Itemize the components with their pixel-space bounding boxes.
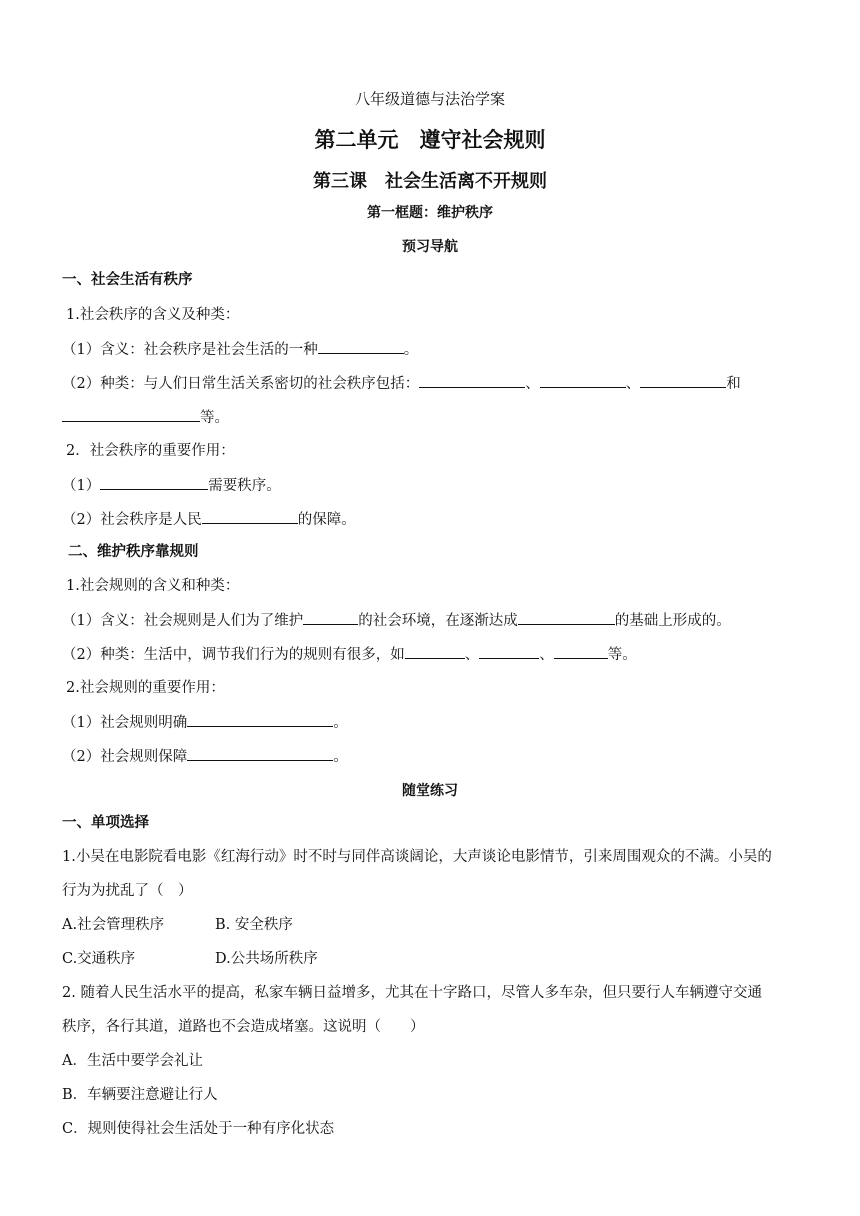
answer-blank[interactable] xyxy=(187,746,333,761)
fill-line-rules-meaning: （1）含义：社会规则是人们为了维护 的社会环境，在逐渐达成 的基础上形成的。 xyxy=(62,610,731,631)
answer-blank[interactable] xyxy=(554,644,608,659)
question-rules-meaning: 1.社会规则的含义和种类： xyxy=(66,578,240,594)
fill-line-order-types-cont: 等。 xyxy=(62,407,229,428)
answer-blank[interactable] xyxy=(540,373,626,388)
section-heading-social-order: 一、社会生活有秩序 xyxy=(62,272,193,288)
question-order-meaning: 1.社会秩序的含义及种类： xyxy=(66,307,240,323)
answer-blank[interactable] xyxy=(479,644,539,659)
option-1a[interactable]: A.社会管理秩序 xyxy=(62,917,165,933)
question-2-text: 2. 随着人民生活水平的提高，私家车辆日益增多，尤其在十字路口，尽管人多车杂，但只要行人车辆遵守交通 xyxy=(62,985,762,1001)
answer-blank[interactable] xyxy=(100,475,208,490)
topic-title: 第一框题：维护秩序 xyxy=(367,205,493,221)
fill-line-rules-role-2: （2）社会规则保障 。 xyxy=(62,746,348,767)
fill-line-order-meaning: （1）含义：社会秩序是社会生活的一种 。 xyxy=(62,339,418,360)
answer-blank[interactable] xyxy=(303,610,358,625)
answer-blank[interactable] xyxy=(518,610,615,625)
option-2c[interactable]: C．规则使得社会生活处于一种有序化状态 xyxy=(62,1121,335,1137)
fill-line-order-role-2: （2）社会秩序是人民 的保障。 xyxy=(62,509,356,530)
fill-line-order-types: （2）种类：与人们日常生活关系密切的社会秩序包括： 、 、 和 xyxy=(62,373,741,394)
answer-blank[interactable] xyxy=(318,339,404,354)
answer-blank[interactable] xyxy=(202,509,298,524)
answer-blank[interactable] xyxy=(640,373,726,388)
section-heading-single-choice: 一、单项选择 xyxy=(62,815,149,831)
grade-title: 八年级道德与法治学案 xyxy=(354,90,505,108)
answer-blank[interactable] xyxy=(405,644,465,659)
question-1-text-cont: 行为为扰乱了（ ） xyxy=(62,883,193,899)
unit-title: 第二单元 遵守社会规则 xyxy=(314,128,546,152)
fill-line-order-role-1: （1） 需要秩序。 xyxy=(62,475,281,496)
option-2a[interactable]: A．生活中要学会礼让 xyxy=(62,1053,203,1069)
preview-title: 预习导航 xyxy=(402,239,458,255)
option-1d[interactable]: D.公共场所秩序 xyxy=(215,951,318,967)
section-heading-rules: 二、维护秩序靠规则 xyxy=(68,544,199,560)
answer-blank[interactable] xyxy=(62,407,200,422)
question-order-role: 2．社会秩序的重要作用： xyxy=(66,443,235,459)
lesson-title: 第三课 社会生活离不开规则 xyxy=(313,171,547,192)
fill-line-rules-types: （2）种类：生活中，调节我们行为的规则有很多，如 、 、 等。 xyxy=(62,644,637,665)
fill-line-rules-role-1: （1）社会规则明确 。 xyxy=(62,712,348,733)
option-1c[interactable]: C.交通秩序 xyxy=(62,951,136,967)
answer-blank[interactable] xyxy=(187,712,333,727)
answer-blank[interactable] xyxy=(419,373,525,388)
question-rules-role: 2.社会规则的重要作用： xyxy=(66,680,225,696)
question-2-text-cont: 秩序，各行其道，道路也不会造成堵塞。这说明（ ） xyxy=(62,1019,425,1035)
question-1-text: 1.小吴在电影院看电影《红海行动》时不时与同伴高谈阔论，大声谈论电影情节，引来周围观众的不满。小吴的 xyxy=(62,849,772,865)
option-2b[interactable]: B．车辆要注意避让行人 xyxy=(62,1087,218,1103)
practice-title: 随堂练习 xyxy=(402,783,458,799)
option-1b[interactable]: B. 安全秩序 xyxy=(215,917,293,933)
